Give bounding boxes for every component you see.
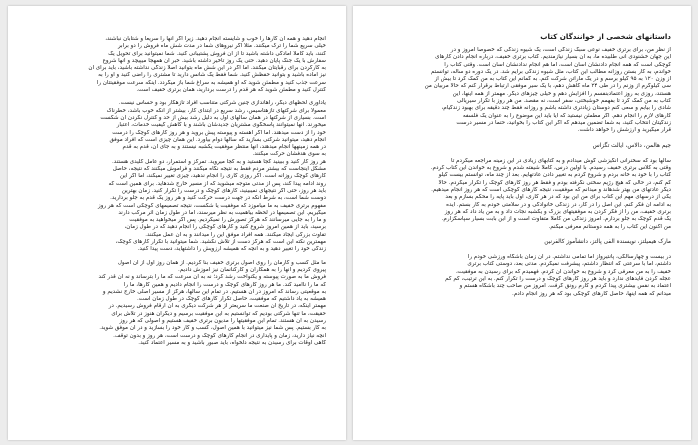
text-line: ما مثل کسب و کارمان را روی اصول برتری خفیف بنا کردیم. از همان روز اول از آن اصول [117, 259, 326, 266]
text-line: کتاب را با خود به خانه بردم و شروع کردم به تغییر دادن عادتهایم. بعد از چند ماه، توانستم بیست کیلو [438, 172, 671, 179]
text-line: کوچکی است که همه انجام دادنشان آسان است، اما هم انجام ندادنشان آسان است. وقتی کتاب را [444, 61, 671, 68]
text-line: قرار میگیرید و ارزشش را خواهد داشت. [577, 127, 671, 134]
text-line: نیز آماده باشید و بتوانید حفظش کنید. شما فقط یک شانس دارید تا مشتری را راضی کنید و او را به [98, 72, 326, 79]
text-line: میخورند. آنها نمیتوانند پاسخگوی مشتریان جدیدشان باشند و با کاهش کیفیت خدمات، اعتبار [116, 122, 326, 129]
text-line: مهمتر اینکه، در تاریخ آن صنعت ما سریعتر از هر شرکت دیگری به آن ارقام فروش رسیدیم. در [108, 303, 326, 310]
text-line: معمولاً برای شرکتهای تازهتأسیس، رشد سریع در ابتدای کار، بیشتر از آنکه خوب باشد، خطرناک [106, 107, 326, 114]
text-line: یک قدم کوچک به جلو بردارم. امروز زندگی من کاملاً متفاوت است و از این بابت بسیار سپاسگزارم. [441, 216, 671, 223]
text-line: هستند، روزی به روز اعتمادبنفسم را افزایش دهم و خیلی چیزهای دیگر. مهمتر از همه اینها، این [452, 90, 671, 97]
text-line: خواندم، به کار بستن روزانه مطالب این کتاب، مثل شیوه زندگی برایم شد. در یک دوره دو ساله، توانستم [430, 68, 671, 75]
left-page [8, 6, 346, 440]
text-line: است. بسیاری از شرکتها در همان سالهای اول به دلیل رشد بیش از حد و کنترل نکردن آن شکست [100, 114, 326, 121]
text-line: روند ادامه پیدا کند، پس از مدتی متوجه میشوید که از مسیر خارج شدهاید. برای همین است که [108, 180, 326, 187]
text-line: به کارکردن برای رقبایتان میکنند. اما اگر در این شش ماه بتوانید اصلاً زندگی نداشته باشید، باید برای آن [88, 65, 326, 72]
text-line: این جهان خشنودی آنی طلبیده ما، به آن بسیار نیازمندیم. کتاب برتری خفیف، درباره انجام دادن کارهای [435, 54, 671, 61]
text-line: سرعت جذب کنید و مطمئن شوید که او همیشه به سراغ شما باز میگردد. اینکه سرعت موفقیتتان را [96, 79, 326, 86]
text-line: برسید، باید از همین امروز شروع کنید و کارهای کوچکی را انجام دهید که در طول زمان، [124, 224, 326, 231]
text-line: میگیریم. این تصمیمها در لحظه بیاهمیت به نظر میرسند، اما در طول زمان اثر مرکب دارند [118, 209, 326, 216]
text-line: سی کیلوگرم از وزنم را در طی ۲۴ ماه کاهش دهم، با یک سیر موفقی ارتباط برقرار کنم که حالا مربیان من [424, 83, 671, 90]
text-line: در بیست و چهارسالگی، پانتیرواز اما تمامی نداشتم. در آن زمان باشگاه ورزشی خودم را [467, 254, 671, 261]
text-line: کنند، باید کاملاً آمادگی داشته باشید تا از آن فروش پشتیبانی کنید. شما نمیتوانید برای تحویل یک [108, 50, 326, 57]
text-line: به ادامه آن فکر کنم. این اصل را در کار، در زندگی خانوادگی و در سلامتی خودم به کار بستم. ایده [446, 201, 671, 208]
text-line: فروش ما به صورت پیوسته و یکنواخت رشد کرد؛ نه به آن سرعت که ما را بترساند و نه آن قدر کند [98, 274, 326, 281]
text-line: انجام دهید، میتوانید شرکتی بسازید که سالها دوام بیاورد. این همان چیزی است که افراد موفق [109, 136, 326, 143]
text-line: به موقعیتی رساند که امروز در آن هستیم. در تمام این سالها، هرگز از مسیر اصلی خارج نشدیم و [102, 288, 326, 295]
text-line: رسیدن به آن هستند. تمام این موفقیتها را مدیون برتری خفیف هستیم و اصولی که هر روز [119, 317, 326, 324]
paragraph-2 [26, 100, 326, 253]
testimonial-1-author: جیم هالمن، دالاس، ایالت تگزاس [592, 142, 671, 149]
paragraph-1 [26, 36, 326, 94]
paragraph-3 [26, 260, 326, 348]
testimonial-2 [371, 158, 671, 231]
text-line: مفهوم برتری خفیف به ما میآموزد که موفقیت یا شکست، نتیجه تصمیمهای کوچکی است که هر روز [98, 202, 326, 209]
text-line: خیلی سریع شما را ترک میکنند. مثلاً اگر نیروهای شما در مدت شش ماه فروش را دو برابر [117, 43, 326, 50]
text-line: عجله کردن فایدهای ندارد و باید هر روز کارهای کوچک و درست را تکرار کنم. به این ترتیب، کم کم [445, 276, 671, 283]
text-line: دوست شما است، به شرط آنکه در جهت درست حرکت کنید و هر روز یک قدم به جلو بردارید. [110, 195, 326, 202]
text-line: و ما را به جایی میرسانند که هرگز تصورش را نمیکردیم. پس اگر میخواهید به موفقیت [129, 217, 326, 224]
right-page [353, 6, 691, 440]
text-line: در همه زمینهها انجام میدهند، آنها منتظر موفقیت یکشبه نیستند و به جای آن، قدم به قدم [122, 144, 326, 151]
text-line: از وزن ۱۲۰ به ۹۵ کیلو برسم و در یک ماراتن شرکت کنم. به گمانم این کتاب به من کمک کرد تا بیش از [434, 76, 671, 83]
text-line: باید هر روز، حتی اگر نتیجهای نمیبینید، کارهای کوچک و درست را تکرار کنید. زمان بهترین [121, 187, 326, 194]
text-line: وقتی به کلاس برتری خفیف رسیدم. با اولین درس، کاملاً شیفته شدم و شروع به خواندن این کتاب کردم. [430, 165, 671, 172]
text-line: داشتم، اما با سرعتی که انتظار داشتم، پیشرفت نمیکردم. مدتی بعد، دوستی کتاب برتری [467, 261, 671, 268]
text-line: مشکل اینجاست که بیشتر مردم فقط به نتیجه نگاه میکنند و فراموش میکنند که نتیجه، حاصل [112, 166, 326, 173]
testimonial-2-author: مارک هیمیلتز، نویسنده الفی پالتز، دانشآموز کالفرنین [544, 238, 671, 245]
text-line: حقیقت، ما تنها شرکتی بودیم که توانستیم به این موفقیت برسیم و دیگران هنوز در تلاش برای [111, 310, 326, 317]
text-line: که ما را ناامید کند. ما هر روز کارهای کوچک و درست را انجام دادیم و همین کارها، ما را [123, 281, 326, 288]
text-line: کارهای لازم را انجام دهم. اگر مطمئن نیستید که آیا باید این موضوع را به عنوان یک فلسفه [462, 112, 671, 119]
text-line: مهمترین نکته این است که هرگز دست از تلاش نکشید. شما میتوانید با تکرار کارهای کوچک، [115, 239, 326, 246]
text-line: زندگی خود را تغییر دهید و به آنچه که همیشه آرزویش را داشتهاید، دست پیدا کنید. [137, 246, 326, 253]
testimonial-1 [371, 47, 671, 135]
text-line: شادی را بیابم و سعی کنم دوستان زیادتری داشته باشم و روزانه فقط چند دقیقه برای بهبود زندگیام، [441, 105, 671, 112]
text-line: یکی از درسهای مهم این کتاب برای من این بود که در هر کاری، اول باید پایه را محکم بسازم و بعد [445, 194, 671, 201]
text-line: برتری خفیف، من را از فکر کردن به موفقیتهای بزرگ و یکشبه نجات داد و به من یاد داد که هر روز [444, 208, 671, 215]
text-line: خود را از دست میدهند. اما اگر آهسته و پیوسته پیش بروید و هر روز کارهای کوچک را درست [112, 129, 326, 136]
text-line: سالها بود که سخنرانی انگیزشی گوش میدادم و به کتابهای زیادی در این زمینه مراجعه میکردم تا [451, 157, 671, 164]
text-line: میدانم که همه اینها، حاصل کارهای کوچکی بود که هر روز انجام دادم. [512, 290, 671, 297]
text-line: دیگر عادتهای من بهتر شدهاند و میدانم که موفقیت، نتیجه کارهای کوچکی است که هر روز انجام میدهیم. [431, 187, 671, 194]
text-line: از نظر من، برای برتری خفیف نوعی سبک زندگی است، یک شیوه زندگی که خصوصاً امروز و در [450, 47, 671, 53]
text-line: کتاب به من کمک کرد تا بفهمم خوشبختی، سفر است، نه مقصد. من هر روز با تکرار سیریالی [457, 98, 671, 105]
text-line: انجام دهید و همه آن کارها را خوب و شایسته انجام دهید. زیرا اگر آنها را سریعاً و شتابان نباشند، [105, 36, 326, 42]
text-line: تفاوت بزرگی ایجاد میکنند. همه افراد موفق این را میدانند و به آن عمل میکنند. [145, 231, 326, 238]
text-line: یادآوری لحظهای دیگر، راهاندازی چنین شرکتی متناسب افراد تازهکار بود و حساس نیست. [118, 100, 326, 107]
text-line: همیشه به یاد داشتیم که موفقیت، حاصل تکرار کارهای کوچک در طول زمان است. [136, 296, 326, 303]
text-line: زندگیتان انتخاب کنید، به شما تضمین میدهم که اگر این کتاب را بخوانید، حتماً در مسیر درست [456, 119, 671, 126]
text-line: کنترل کنید و مطمئن شوید که هر قدم را درست بردارید، همان برتری خفیف است. [136, 87, 326, 94]
testimonial-3 [371, 254, 671, 298]
page-title: داستانهای شخصی از خوانندگان کتاب [540, 32, 671, 41]
text-line: گاهی اوقات برای رسیدن به نتیجه دلخواه، باید صبور باشید و به مسیر اعتماد کنید. [138, 339, 326, 346]
text-line: آنچه نیاز دارید، زمان و پایداری در انجام کارهای کوچک و درست است، هر روز و بدون توقف. [113, 332, 326, 339]
text-line: به کار بستیم. پس شما نیز میتوانید با همین اصول، کسب و کار خود را بسازید و در آن موفق شوید. [99, 325, 326, 332]
text-line: من اکنون این کتاب را به همه دوستانم معرفی میکنم. [548, 223, 671, 230]
text-line: سفارش با یک جنگ پایان دهید. حتی یک روز تأخیر داشته باشید. خبر آن همهجا میپیچد و آنها شروع [102, 57, 326, 64]
text-line: خفیف را به من معرفی کرد و شروع به خواندن آن کردم. فهمیدم که برای رسیدن به موفقیت، [456, 268, 671, 275]
text-line: هر روز کار کنید و ببینید کجا هستید و به کجا میروید. تمرکز و استمرار، دو عامل کلیدی هستند. [112, 158, 326, 165]
text-line: کارهای کوچک روزانه است. اگر روزی کاری را انجام ندهید، چیزی تغییر نمیکند، اما اگر این [119, 173, 326, 180]
text-line: اعتماد به نفس بیشتری پیدا کردم و کارم رونق گرفت. امروز من صاحب چند باشگاه هستم و [459, 283, 671, 290]
text-line: کم کنم، در حالی که هیچ رژیم سختی نگرفته بودم و فقط هر روز کارهای کوچک را تکرار میکردم. حالا [438, 179, 671, 186]
text-line: به سوی هدفشان حرکت میکنند. [252, 151, 326, 158]
text-line: پیروی کردیم و آنها را به همکاران و کارکنانمان نیز آموزش دادیم. [177, 266, 326, 273]
